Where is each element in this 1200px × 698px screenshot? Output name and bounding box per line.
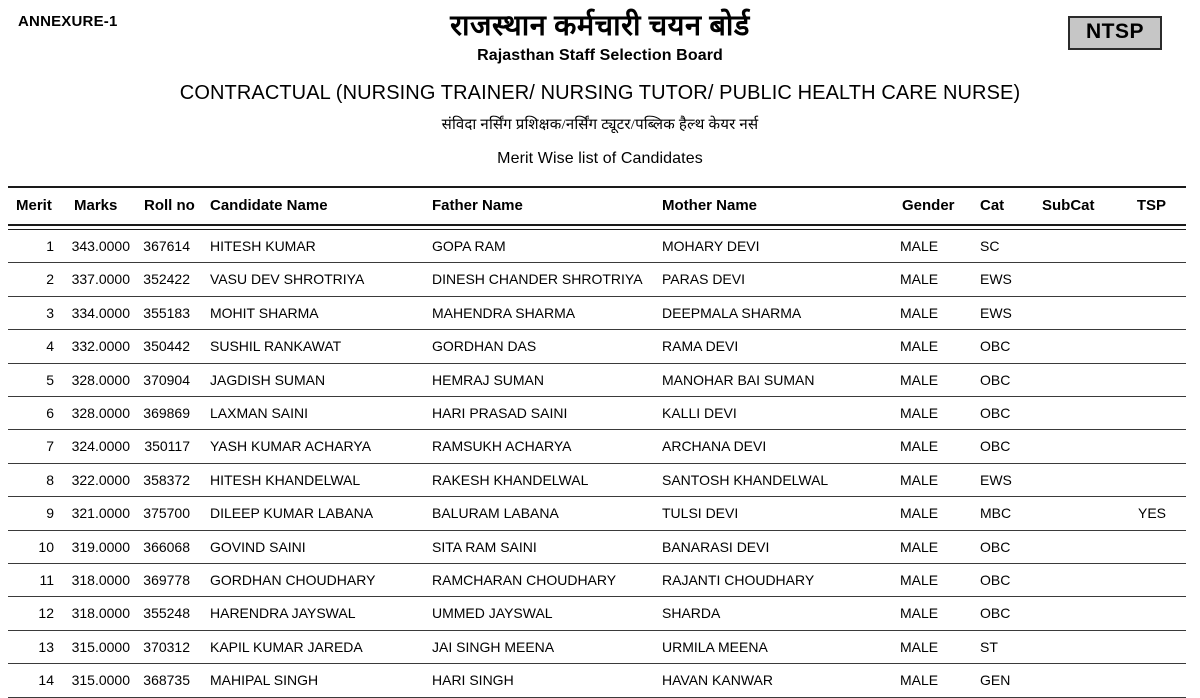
cell-cand: DILEEP KUMAR LABANA bbox=[198, 497, 430, 530]
cell-tsp bbox=[1134, 530, 1186, 563]
board-title-hindi: राजस्थान कर्मचारी चयन बोर्ड bbox=[450, 10, 750, 42]
cell-merit: 10 bbox=[8, 530, 60, 563]
cell-marks: 315.0000 bbox=[60, 630, 136, 663]
cell-father: RAMSUKH ACHARYA bbox=[430, 430, 660, 463]
cell-gender: MALE bbox=[896, 263, 974, 296]
cell-marks: 322.0000 bbox=[60, 463, 136, 496]
cell-subcat bbox=[1036, 664, 1134, 697]
cell-tsp bbox=[1134, 463, 1186, 496]
document-header bbox=[0, 0, 1200, 180]
cell-roll: 355248 bbox=[136, 597, 198, 630]
column-header-candidate-name: Candidate Name bbox=[198, 187, 430, 225]
cell-tsp bbox=[1134, 630, 1186, 663]
cell-roll: 355183 bbox=[136, 296, 198, 329]
cell-cat: EWS bbox=[974, 463, 1036, 496]
ntsp-badge: NTSP bbox=[1068, 16, 1162, 50]
cell-marks: 334.0000 bbox=[60, 296, 136, 329]
cell-gender: MALE bbox=[896, 530, 974, 563]
cell-merit: 7 bbox=[8, 430, 60, 463]
column-header-roll-no: Roll no bbox=[136, 187, 198, 225]
cell-mother: PARAS DEVI bbox=[660, 263, 896, 296]
column-header-gender: Gender bbox=[896, 187, 974, 225]
post-title-hindi: संविदा नर्सिंग प्रशिक्षक/नर्सिंग ट्यूटर/पब्लिक हैल्थ केयर नर्स bbox=[441, 117, 759, 134]
cell-subcat bbox=[1036, 630, 1134, 663]
cell-mother: KALLI DEVI bbox=[660, 397, 896, 430]
cell-gender: MALE bbox=[896, 597, 974, 630]
cell-tsp: YES bbox=[1134, 497, 1186, 530]
cell-mother: ARCHANA DEVI bbox=[660, 430, 896, 463]
cell-merit: 12 bbox=[8, 597, 60, 630]
cell-roll: 350117 bbox=[136, 430, 198, 463]
cell-cat: OBC bbox=[974, 330, 1036, 363]
cell-mother: MOHARY DEVI bbox=[660, 230, 896, 263]
cell-cat: EWS bbox=[974, 263, 1036, 296]
column-header-merit: Merit bbox=[8, 187, 60, 225]
cell-gender: MALE bbox=[896, 230, 974, 263]
cell-gender: MALE bbox=[896, 363, 974, 396]
cell-merit: 13 bbox=[8, 630, 60, 663]
cell-mother: RAJANTI CHOUDHARY bbox=[660, 564, 896, 597]
title-block bbox=[0, 0, 1200, 168]
cell-father: SITA RAM SAINI bbox=[430, 530, 660, 563]
annexure-label: ANNEXURE-1 bbox=[18, 13, 118, 30]
column-header-father-name: Father Name bbox=[430, 187, 660, 225]
table-row bbox=[8, 263, 1186, 296]
cell-father: UMMED JAYSWAL bbox=[430, 597, 660, 630]
cell-gender: MALE bbox=[896, 630, 974, 663]
cell-subcat bbox=[1036, 397, 1134, 430]
cell-marks: 328.0000 bbox=[60, 363, 136, 396]
cell-subcat bbox=[1036, 497, 1134, 530]
cell-father: GOPA RAM bbox=[430, 230, 660, 263]
cell-merit: 9 bbox=[8, 497, 60, 530]
cell-mother: SANTOSH KHANDELWAL bbox=[660, 463, 896, 496]
cell-roll: 370904 bbox=[136, 363, 198, 396]
table-row bbox=[8, 430, 1186, 463]
cell-gender: MALE bbox=[896, 564, 974, 597]
cell-subcat bbox=[1036, 363, 1134, 396]
cell-merit: 4 bbox=[8, 330, 60, 363]
cell-father: RAKESH KHANDELWAL bbox=[430, 463, 660, 496]
cell-tsp bbox=[1134, 230, 1186, 263]
table-body bbox=[8, 230, 1186, 698]
cell-roll: 369869 bbox=[136, 397, 198, 430]
cell-cat: OBC bbox=[974, 430, 1036, 463]
cell-father: GORDHAN DAS bbox=[430, 330, 660, 363]
cell-father: BALURAM LABANA bbox=[430, 497, 660, 530]
column-header-cat: Cat bbox=[974, 187, 1036, 225]
cell-subcat bbox=[1036, 263, 1134, 296]
cell-subcat bbox=[1036, 430, 1134, 463]
table-row bbox=[8, 296, 1186, 329]
cell-gender: MALE bbox=[896, 330, 974, 363]
column-header-marks: Marks bbox=[60, 187, 136, 225]
cell-subcat bbox=[1036, 597, 1134, 630]
cell-gender: MALE bbox=[896, 664, 974, 697]
cell-tsp bbox=[1134, 597, 1186, 630]
cell-cat: SC bbox=[974, 230, 1036, 263]
cell-father: JAI SINGH MEENA bbox=[430, 630, 660, 663]
cell-cand: LAXMAN SAINI bbox=[198, 397, 430, 430]
cell-roll: 368735 bbox=[136, 664, 198, 697]
cell-roll: 367614 bbox=[136, 230, 198, 263]
table-header-row bbox=[8, 187, 1186, 225]
cell-marks: 319.0000 bbox=[60, 530, 136, 563]
cell-cand: GOVIND SAINI bbox=[198, 530, 430, 563]
cell-marks: 318.0000 bbox=[60, 564, 136, 597]
table-row bbox=[8, 363, 1186, 396]
cell-cat: MBC bbox=[974, 497, 1036, 530]
cell-marks: 318.0000 bbox=[60, 597, 136, 630]
cell-father: HARI SINGH bbox=[430, 664, 660, 697]
cell-mother: MANOHAR BAI SUMAN bbox=[660, 363, 896, 396]
cell-marks: 332.0000 bbox=[60, 330, 136, 363]
merit-table bbox=[8, 186, 1186, 698]
table-header bbox=[8, 187, 1186, 230]
cell-cat: OBC bbox=[974, 564, 1036, 597]
cell-gender: MALE bbox=[896, 430, 974, 463]
cell-cat: GEN bbox=[974, 664, 1036, 697]
cell-cat: OBC bbox=[974, 530, 1036, 563]
cell-marks: 324.0000 bbox=[60, 430, 136, 463]
cell-roll: 350442 bbox=[136, 330, 198, 363]
cell-subcat bbox=[1036, 296, 1134, 329]
cell-roll: 366068 bbox=[136, 530, 198, 563]
cell-mother: SHARDA bbox=[660, 597, 896, 630]
cell-mother: DEEPMALA SHARMA bbox=[660, 296, 896, 329]
cell-marks: 315.0000 bbox=[60, 664, 136, 697]
cell-roll: 352422 bbox=[136, 263, 198, 296]
cell-cand: VASU DEV SHROTRIYA bbox=[198, 263, 430, 296]
table-row bbox=[8, 564, 1186, 597]
table-row bbox=[8, 397, 1186, 430]
table-row bbox=[8, 630, 1186, 663]
cell-mother: RAMA DEVI bbox=[660, 330, 896, 363]
cell-cand: GORDHAN CHOUDHARY bbox=[198, 564, 430, 597]
list-caption: Merit Wise list of Candidates bbox=[497, 150, 703, 168]
cell-subcat bbox=[1036, 230, 1134, 263]
cell-cand: MOHIT SHARMA bbox=[198, 296, 430, 329]
cell-tsp bbox=[1134, 330, 1186, 363]
cell-roll: 369778 bbox=[136, 564, 198, 597]
cell-merit: 2 bbox=[8, 263, 60, 296]
cell-cand: YASH KUMAR ACHARYA bbox=[198, 430, 430, 463]
cell-cand: SUSHIL RANKAWAT bbox=[198, 330, 430, 363]
cell-cat: OBC bbox=[974, 363, 1036, 396]
cell-marks: 343.0000 bbox=[60, 230, 136, 263]
merit-table-container bbox=[8, 186, 1186, 698]
cell-mother: BANARASI DEVI bbox=[660, 530, 896, 563]
cell-tsp bbox=[1134, 430, 1186, 463]
column-header-subcat: SubCat bbox=[1036, 187, 1134, 225]
column-header-tsp: TSP bbox=[1134, 187, 1186, 225]
table-row bbox=[8, 530, 1186, 563]
cell-tsp bbox=[1134, 564, 1186, 597]
cell-gender: MALE bbox=[896, 397, 974, 430]
board-title-english: Rajasthan Staff Selection Board bbox=[477, 47, 723, 65]
cell-roll: 358372 bbox=[136, 463, 198, 496]
table-row bbox=[8, 230, 1186, 263]
cell-marks: 328.0000 bbox=[60, 397, 136, 430]
cell-cat: OBC bbox=[974, 397, 1036, 430]
cell-mother: TULSI DEVI bbox=[660, 497, 896, 530]
cell-marks: 321.0000 bbox=[60, 497, 136, 530]
cell-merit: 11 bbox=[8, 564, 60, 597]
cell-cand: HARENDRA JAYSWAL bbox=[198, 597, 430, 630]
cell-mother: URMILA MEENA bbox=[660, 630, 896, 663]
cell-father: HEMRAJ SUMAN bbox=[430, 363, 660, 396]
cell-subcat bbox=[1036, 564, 1134, 597]
table-row bbox=[8, 497, 1186, 530]
cell-tsp bbox=[1134, 397, 1186, 430]
cell-cand: KAPIL KUMAR JAREDA bbox=[198, 630, 430, 663]
cell-father: MAHENDRA SHARMA bbox=[430, 296, 660, 329]
cell-cand: HITESH KHANDELWAL bbox=[198, 463, 430, 496]
cell-roll: 375700 bbox=[136, 497, 198, 530]
cell-father: HARI PRASAD SAINI bbox=[430, 397, 660, 430]
cell-marks: 337.0000 bbox=[60, 263, 136, 296]
cell-tsp bbox=[1134, 664, 1186, 697]
cell-cand: HITESH KUMAR bbox=[198, 230, 430, 263]
cell-tsp bbox=[1134, 263, 1186, 296]
cell-tsp bbox=[1134, 296, 1186, 329]
cell-mother: HAVAN KANWAR bbox=[660, 664, 896, 697]
table-row bbox=[8, 330, 1186, 363]
cell-roll: 370312 bbox=[136, 630, 198, 663]
cell-father: RAMCHARAN CHOUDHARY bbox=[430, 564, 660, 597]
table-row bbox=[8, 597, 1186, 630]
cell-merit: 1 bbox=[8, 230, 60, 263]
cell-father: DINESH CHANDER SHROTRIYA bbox=[430, 263, 660, 296]
cell-cand: JAGDISH SUMAN bbox=[198, 363, 430, 396]
cell-merit: 14 bbox=[8, 664, 60, 697]
table-row bbox=[8, 463, 1186, 496]
cell-subcat bbox=[1036, 463, 1134, 496]
table-row bbox=[8, 664, 1186, 697]
post-title: CONTRACTUAL (NURSING TRAINER/ NURSING TUTOR/ PUBLIC HEALTH CARE NURSE) bbox=[179, 82, 1021, 105]
cell-merit: 8 bbox=[8, 463, 60, 496]
cell-merit: 5 bbox=[8, 363, 60, 396]
cell-merit: 6 bbox=[8, 397, 60, 430]
cell-cat: ST bbox=[974, 630, 1036, 663]
cell-tsp bbox=[1134, 363, 1186, 396]
cell-gender: MALE bbox=[896, 497, 974, 530]
cell-gender: MALE bbox=[896, 296, 974, 329]
cell-cat: OBC bbox=[974, 597, 1036, 630]
column-header-mother-name: Mother Name bbox=[660, 187, 896, 225]
cell-subcat bbox=[1036, 530, 1134, 563]
cell-cat: EWS bbox=[974, 296, 1036, 329]
cell-subcat bbox=[1036, 330, 1134, 363]
cell-gender: MALE bbox=[896, 463, 974, 496]
cell-cand: MAHIPAL SINGH bbox=[198, 664, 430, 697]
cell-merit: 3 bbox=[8, 296, 60, 329]
